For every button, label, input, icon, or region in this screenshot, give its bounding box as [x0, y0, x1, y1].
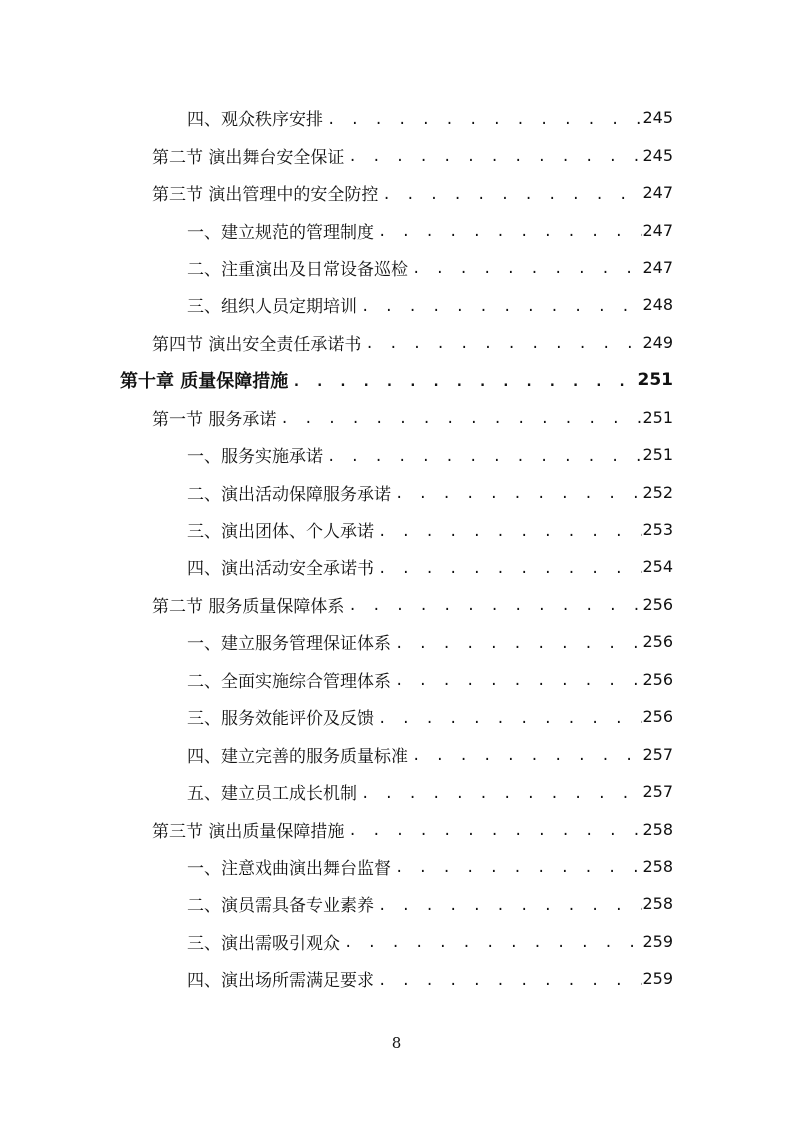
toc-entry-page: 253: [642, 520, 673, 540]
toc-dot-leader: [374, 562, 642, 576]
toc-entry[interactable]: [0, 586, 793, 623]
toc-entry[interactable]: [0, 885, 793, 922]
toc-entry-title: 四、建立完善的服务质量标准: [187, 746, 408, 767]
toc-entry[interactable]: [0, 324, 793, 361]
toc-entry-page: 258: [642, 856, 673, 876]
toc-entry[interactable]: [0, 99, 793, 136]
toc-dot-leader: [391, 637, 642, 651]
toc-entry-title: 三、演出团体、个人承诺: [187, 522, 374, 543]
toc-dot-leader: [323, 113, 642, 127]
toc-entry-title: 二、注重演出及日常设备巡检: [187, 259, 408, 280]
toc-entry-title: 一、建立规范的管理制度: [187, 222, 374, 243]
toc-entry[interactable]: [0, 174, 793, 211]
toc-entry[interactable]: [0, 286, 793, 323]
toc-entry[interactable]: [0, 211, 793, 248]
toc-dot-leader: [361, 337, 642, 351]
toc-entry[interactable]: [0, 436, 793, 473]
toc-entry-page: 257: [642, 744, 673, 764]
toc-entry-title: 第十章 质量保障措施: [120, 370, 289, 392]
toc-entry-page: 256: [642, 669, 673, 689]
table-of-contents: [0, 99, 793, 998]
toc-entry-page: 256: [642, 632, 673, 652]
toc-entry[interactable]: [0, 735, 793, 772]
toc-dot-leader: [344, 599, 642, 613]
toc-entry-page: 249: [642, 332, 673, 352]
toc-entry[interactable]: [0, 511, 793, 548]
toc-entry[interactable]: [0, 698, 793, 735]
toc-entry[interactable]: [0, 848, 793, 885]
toc-entry-title: 第四节 演出安全责任承诺书: [152, 334, 362, 355]
toc-entry[interactable]: [0, 773, 793, 810]
toc-dot-leader: [323, 450, 642, 464]
toc-dot-leader: [288, 375, 637, 389]
toc-entry-title: 第二节 演出舞台安全保证: [152, 147, 345, 168]
toc-entry-title: 一、建立服务管理保证体系: [187, 634, 391, 655]
toc-entry[interactable]: [0, 249, 793, 286]
toc-entry[interactable]: [0, 399, 793, 436]
toc-entry-title: 四、演出场所需满足要求: [187, 971, 374, 992]
toc-dot-leader: [391, 674, 642, 688]
toc-entry-page: 247: [642, 220, 673, 240]
toc-dot-leader: [391, 861, 642, 875]
toc-entry[interactable]: [0, 661, 793, 698]
toc-entry-title: 第一节 服务承诺: [152, 409, 277, 430]
toc-entry-title: 四、观众秩序安排: [187, 110, 323, 131]
toc-entry[interactable]: [0, 548, 793, 585]
page-number: 8: [391, 1034, 402, 1052]
toc-dot-leader: [408, 262, 642, 276]
toc-dot-leader: [374, 225, 642, 239]
toc-entry-page: 257: [642, 782, 673, 802]
toc-dot-leader: [374, 712, 642, 726]
toc-entry[interactable]: [0, 810, 793, 847]
toc-entry-page: 245: [642, 108, 673, 128]
toc-entry[interactable]: [0, 923, 793, 960]
toc-dot-leader: [378, 188, 642, 202]
toc-entry-page: 251: [637, 369, 673, 390]
toc-entry-page: 259: [642, 931, 673, 951]
toc-entry-title: 三、服务效能评价及反馈: [187, 709, 374, 730]
toc-dot-leader: [357, 300, 642, 314]
toc-dot-leader: [374, 974, 642, 988]
toc-entry-page: 258: [642, 819, 673, 839]
toc-entry-title: 三、演出需吸引观众: [187, 933, 340, 954]
toc-entry-page: 258: [642, 894, 673, 914]
toc-entry[interactable]: [0, 136, 793, 173]
toc-dot-leader: [344, 824, 642, 838]
toc-entry-title: 四、演出活动安全承诺书: [187, 559, 374, 580]
toc-entry-page: 254: [642, 557, 673, 577]
toc-dot-leader: [344, 150, 642, 164]
toc-entry-page: 252: [642, 482, 673, 502]
toc-dot-leader: [357, 787, 642, 801]
toc-dot-leader: [276, 412, 642, 426]
toc-dot-leader: [374, 525, 642, 539]
toc-entry-page: 259: [642, 969, 673, 989]
toc-entry-title: 第三节 演出质量保障措施: [152, 821, 345, 842]
toc-entry-title: 第三节 演出管理中的安全防控: [152, 185, 379, 206]
toc-entry-page: 256: [642, 707, 673, 727]
toc-entry-title: 三、组织人员定期培训: [187, 297, 357, 318]
toc-entry-page: 251: [642, 407, 673, 427]
toc-entry-title: 一、注意戏曲演出舞台监督: [187, 858, 391, 879]
toc-entry-title: 二、全面实施综合管理体系: [187, 671, 391, 692]
toc-entry-title: 五、建立员工成长机制: [187, 784, 357, 805]
toc-dot-leader: [408, 749, 642, 763]
toc-entry-title: 二、演员需具备专业素养: [187, 896, 374, 917]
toc-entry[interactable]: [0, 473, 793, 510]
toc-entry-title: 第二节 服务质量保障体系: [152, 596, 345, 617]
toc-dot-leader: [340, 936, 642, 950]
toc-entry-page: 247: [642, 183, 673, 203]
toc-dot-leader: [391, 487, 642, 501]
toc-dot-leader: [374, 899, 642, 913]
toc-entry-page: 248: [642, 295, 673, 315]
toc-entry[interactable]: [0, 623, 793, 660]
toc-entry[interactable]: [0, 960, 793, 997]
toc-entry-page: 256: [642, 594, 673, 614]
toc-entry-title: 一、服务实施承诺: [187, 447, 323, 468]
toc-chapter-entry[interactable]: [0, 361, 793, 398]
toc-entry-title: 二、演出活动保障服务承诺: [187, 484, 391, 505]
toc-entry-page: 247: [642, 257, 673, 277]
toc-entry-page: 245: [642, 145, 673, 165]
toc-entry-page: 251: [642, 445, 673, 465]
